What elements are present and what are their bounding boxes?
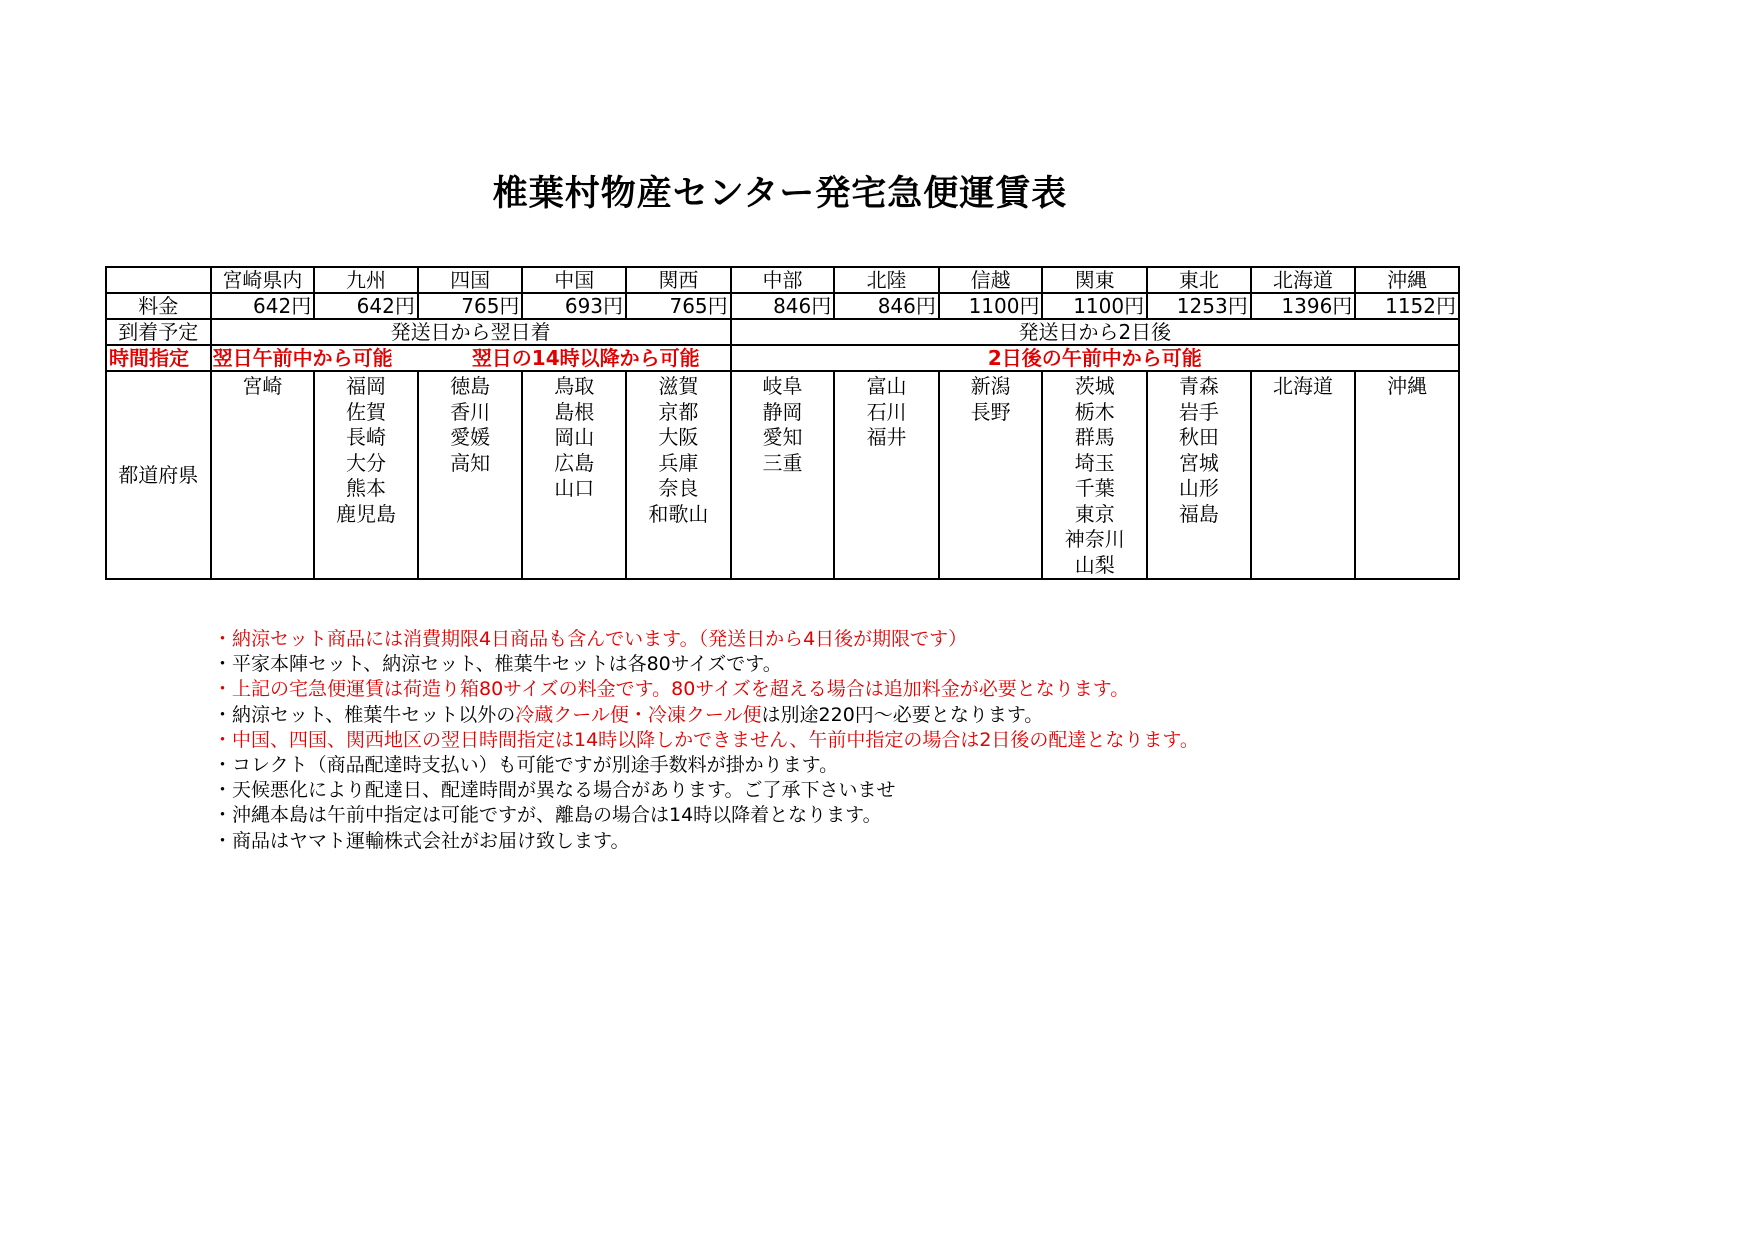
header-corner-cell — [106, 267, 211, 293]
region-header: 北陸 — [834, 267, 939, 293]
prefecture-name: 静岡 — [762, 399, 803, 424]
page-title: 椎葉村物産センター発宅急便運賃表 — [492, 174, 1068, 214]
prefecture-name: 大阪 — [658, 425, 699, 449]
prefecture-name: 島根 — [554, 399, 595, 424]
arrival-row-label: 到着予定 — [106, 319, 211, 345]
note-text: は別途220円～必要となります。 — [761, 703, 1044, 726]
prefecture-name: 埼玉 — [1074, 450, 1115, 475]
price-cell: 765円 — [418, 293, 523, 319]
region-header: 信越 — [939, 267, 1043, 293]
price-cell: 846円 — [834, 293, 939, 319]
prefecture-name: 岡山 — [554, 425, 595, 449]
prefecture-name: 高知 — [450, 450, 491, 475]
price-cell: 693円 — [522, 293, 626, 319]
time-spec-miyazaki-text: 翌日午前中から可能 — [212, 346, 393, 370]
prefecture-name: 佐賀 — [346, 399, 387, 424]
prefecture-row — [106, 371, 1459, 579]
time-spec-two-days-cell: 2日後の午前中から可能 — [731, 345, 1459, 371]
region-header: 中国 — [522, 267, 626, 293]
time-spec-row — [106, 345, 1459, 371]
price-row — [106, 293, 1459, 319]
prefecture-name: 福岡 — [346, 374, 387, 398]
prefecture-name: 青森 — [1178, 374, 1219, 398]
note-item — [213, 703, 1199, 728]
price-row-label: 料金 — [106, 293, 211, 319]
prefecture-cell — [731, 371, 835, 579]
prefecture-name: 徳島 — [450, 374, 491, 398]
prefecture-name: 秋田 — [1178, 425, 1219, 449]
prefecture-name: 神奈川 — [1064, 527, 1125, 551]
prefecture-name: 宮城 — [1178, 450, 1219, 475]
prefecture-cell — [418, 371, 523, 579]
prefecture-name: 山形 — [1178, 476, 1219, 500]
note-item: ・中国、四国、関西地区の翌日時間指定は14時以降しかできません、午前中指定の場合は2日後の配達となります。 — [213, 728, 1199, 751]
prefecture-name: 愛知 — [762, 425, 803, 449]
prefecture-name: 宮崎 — [242, 374, 283, 398]
prefecture-name: 群馬 — [1074, 425, 1115, 449]
prefecture-cell — [522, 371, 626, 579]
prefecture-name: 栃木 — [1074, 399, 1115, 424]
prefecture-cell — [626, 371, 731, 579]
prefecture-name: 茨城 — [1074, 374, 1115, 398]
prefecture-name: 滋賀 — [658, 374, 699, 398]
region-header: 宮崎県内 — [211, 267, 315, 293]
note-item: ・コレクト（商品配達時支払い）も可能ですが別途手数料が掛かります。 — [213, 754, 839, 777]
prefecture-cell — [834, 371, 939, 579]
region-header: 中部 — [731, 267, 835, 293]
notes-list — [213, 627, 1199, 854]
region-header: 九州 — [314, 267, 418, 293]
region-header: 四国 — [418, 267, 523, 293]
region-header: 東北 — [1147, 267, 1251, 293]
price-cell: 642円 — [314, 293, 418, 319]
prefecture-cell — [1147, 371, 1251, 579]
prefecture-name: 広島 — [554, 450, 595, 475]
prefecture-name: 和歌山 — [648, 501, 709, 526]
prefecture-cell — [1042, 371, 1147, 579]
prefecture-name: 大分 — [346, 450, 387, 475]
arrival-two-days-cell: 発送日から2日後 — [731, 319, 1459, 345]
prefecture-row-label: 都道府県 — [106, 371, 211, 579]
prefecture-name: 福井 — [866, 425, 907, 449]
prefecture-name: 北海道 — [1273, 374, 1333, 398]
prefecture-cell — [939, 371, 1043, 579]
prefecture-name: 奈良 — [658, 476, 699, 500]
prefecture-name: 東京 — [1074, 501, 1115, 526]
note-highlight: 冷蔵クール便・冷凍クール便 — [515, 703, 762, 726]
note-item: ・沖縄本島は午前中指定は可能ですが、離島の場合は14時以降着となります。 — [213, 804, 882, 827]
prefecture-name: 富山 — [866, 374, 907, 398]
note-item: ・上記の宅急便運賃は荷造り箱80サイズの料金です。80サイズを超える場合は追加料金が必要となります。 — [213, 678, 1130, 701]
price-cell: 1152円 — [1355, 293, 1459, 319]
prefecture-name: 石川 — [866, 399, 907, 424]
prefecture-name: 愛媛 — [450, 425, 491, 449]
region-header: 関東 — [1042, 267, 1147, 293]
note-item: ・納涼セット商品には消費期限4日商品も含んでいます。（発送日から4日後が期限です） — [213, 628, 968, 650]
prefecture-name: 岐阜 — [762, 374, 803, 398]
note-item: ・平家本陣セット、納涼セット、椎葉牛セットは各80サイズです。 — [213, 653, 782, 676]
prefecture-name: 熊本 — [346, 476, 387, 500]
price-cell: 1396円 — [1251, 293, 1356, 319]
price-cell: 846円 — [731, 293, 835, 319]
prefecture-cell — [211, 371, 315, 579]
region-header: 関西 — [626, 267, 731, 293]
note-text: ・納涼セット、椎葉牛セット以外の — [213, 703, 516, 726]
time-spec-row-label: 時間指定 — [106, 345, 211, 371]
prefecture-cell — [314, 371, 418, 579]
prefecture-name: 沖縄 — [1387, 374, 1428, 398]
price-cell: 1100円 — [939, 293, 1043, 319]
arrival-next-day-cell: 発送日から翌日着 — [211, 319, 731, 345]
prefecture-name: 新潟 — [970, 374, 1011, 398]
prefecture-name: 鹿児島 — [336, 501, 397, 526]
prefecture-name: 山口 — [554, 476, 595, 500]
prefecture-name: 京都 — [658, 399, 699, 424]
prefecture-cell — [1251, 371, 1356, 579]
arrival-row — [106, 319, 1459, 345]
region-header: 沖縄 — [1355, 267, 1459, 293]
prefecture-name: 三重 — [762, 450, 803, 475]
time-spec-next-day-cell — [211, 345, 731, 371]
prefecture-name: 福島 — [1178, 501, 1219, 526]
prefecture-name: 長野 — [970, 399, 1011, 424]
time-spec-afternoon-text: 翌日の14時以降から可能 — [471, 346, 700, 370]
prefecture-name: 千葉 — [1074, 476, 1115, 500]
price-cell: 642円 — [211, 293, 315, 319]
shipping-rate-table — [105, 266, 1460, 580]
price-cell: 1253円 — [1147, 293, 1251, 319]
price-cell: 1100円 — [1042, 293, 1147, 319]
prefecture-name: 香川 — [450, 399, 491, 424]
region-header: 北海道 — [1251, 267, 1356, 293]
prefecture-name: 長崎 — [346, 425, 387, 449]
prefecture-cell — [1355, 371, 1459, 579]
note-item: ・商品はヤマト運輸株式会社がお届け致します。 — [213, 829, 630, 852]
prefecture-name: 兵庫 — [658, 450, 699, 475]
prefecture-name: 鳥取 — [554, 374, 595, 398]
prefecture-name: 岩手 — [1178, 399, 1219, 424]
prefecture-name: 山梨 — [1074, 552, 1115, 577]
note-item: ・天候悪化により配達日、配達時間が異なる場合があります。ご了承下さいませ — [213, 779, 896, 802]
region-header-row — [106, 267, 1459, 293]
price-cell: 765円 — [626, 293, 731, 319]
